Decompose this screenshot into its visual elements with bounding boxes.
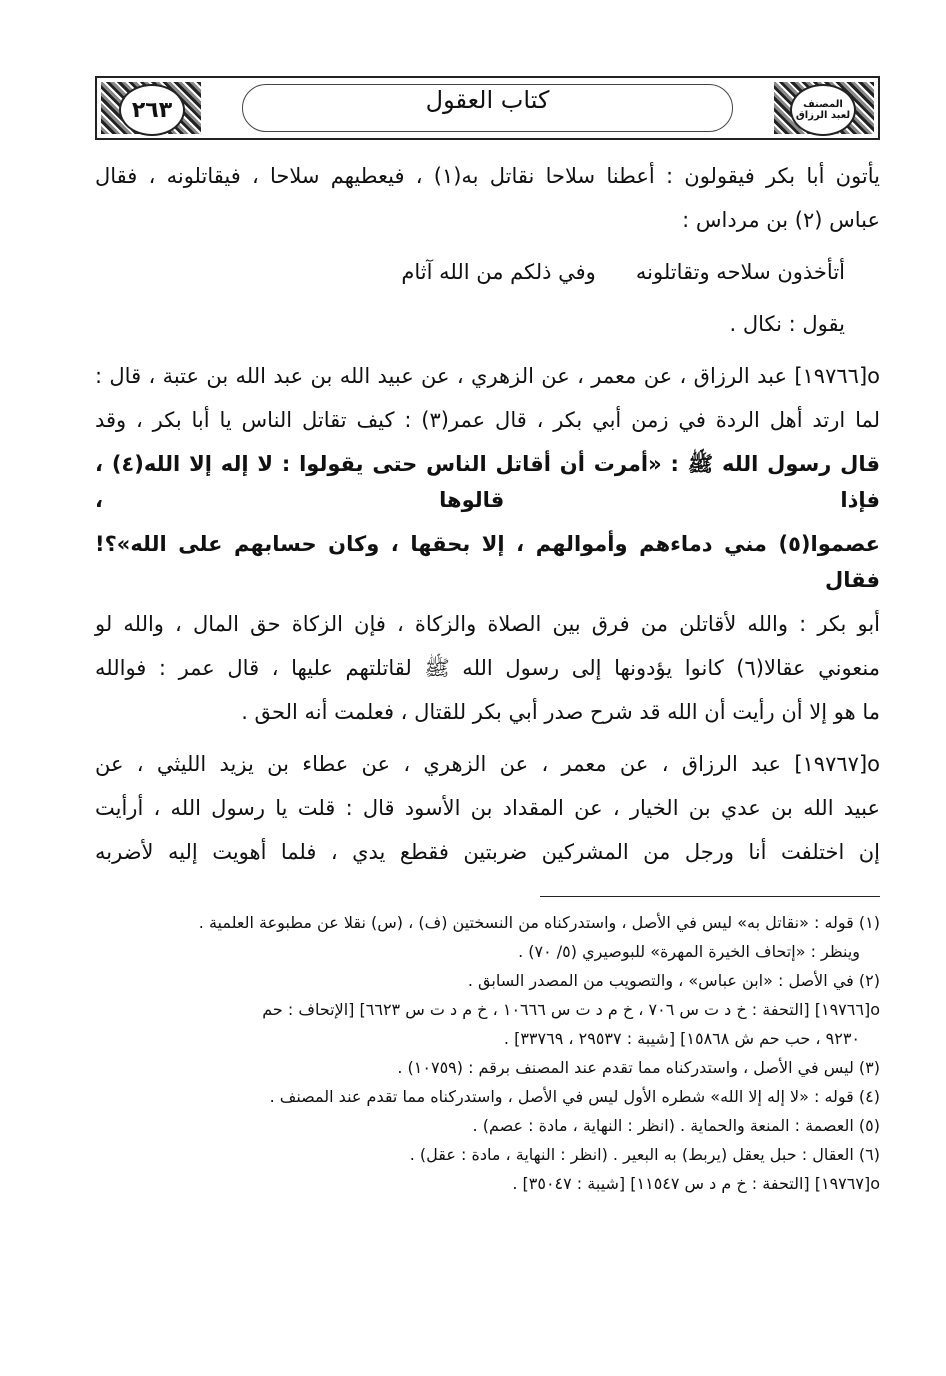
body-line: عباس (٢) بن مرداس :: [682, 208, 880, 232]
hadith-19766-line: o[١٩٧٦٦] عبد الرزاق ، عن معمر ، عن الزهري ، عن عبيد الله بن عبد الله بن عتبة ، قال :: [95, 364, 880, 388]
footnote: o[١٩٧٦٧] [التحفة : خ م د س ١١٥٤٧] [شيبة : ٣٥٠٤٧] .: [512, 1174, 880, 1193]
footnote: (١) قوله : «نقاتل به» ليس في الأصل ، واستدركناه من النسختين (ف) ، (س) نقلا عن مطبوعة العلمية .: [198, 913, 880, 932]
footnote: (٢) في الأصل : «ابن عباس» ، والتصويب من المصدر السابق .: [467, 971, 880, 990]
poem-verse: أتأخذون سلاحه وتقاتلونه وفي ذلكم من الله آثام: [401, 260, 845, 284]
body-line: منعوني عقالا(٦) كانوا يؤدونها إلى رسول الله ﷺ لقاتلتهم عليها ، قال عمر : فوالله: [95, 656, 881, 680]
footnote: وينظر : «إتحاف الخيرة المهرة» للبوصيري (٥/ ٧٠) .: [518, 942, 860, 961]
book-title: كتاب العقول: [425, 86, 550, 114]
body-line: لما ارتد أهل الردة في زمن أبي بكر ، قال عمر(٣) : كيف تقاتل الناس يا أبا بكر ، وقد: [95, 408, 881, 432]
body-line: يقول : نكال .: [729, 312, 845, 336]
body-line: ما هو إلا أن رأيت أن الله قد شرح صدر أبي بكر للقتال ، فعلمت أنه الحق .: [241, 700, 880, 724]
footnote: o[١٩٧٦٦] [التحفة : خ د ت س ٧٠٦ ، خ م د ت س ١٠٦٦٦ ، خ م د ت س ٦٦٢٣] [الإتحاف : حم: [262, 1000, 880, 1019]
body-line: قال رسول الله ﷺ : «أمرت أن أقاتل الناس حتى يقولوا : لا إله إلا الله(٤) ، فإذا قالوها ،: [95, 452, 881, 512]
footnote: (٣) ليس في الأصل ، واستدركناه مما تقدم عند المصنف برقم : (١٠٧٥٩) .: [397, 1058, 880, 1077]
footnote: (٥) العصمة : المنعة والحماية . (انظر : النهاية ، مادة : عصم) .: [472, 1116, 880, 1135]
footnote: ٩٢٣٠ ، حب حم ش ١٥٨٦٨] [شيبة : ٢٩٥٣٧ ، ٣٣٧٦٩] .: [503, 1029, 860, 1048]
main-text: [95, 158, 880, 870]
body-line: عصموا(٥) مني دماءهم وأموالهم ، إلا بحقها ، وكان حسابهم على الله»؟! فقال: [95, 532, 880, 592]
body-line: إن اختلفت أنا ورجل من المشركين ضربتين فقطع يدي ، فلما أهويت إليه لأضربه: [95, 840, 880, 864]
body-line: يأتون أبا بكر فيقولون : أعطنا سلاحا نقاتل به(١) ، فيعطيهم سلاحا ، فيقاتلونه ، فقال: [95, 164, 881, 188]
page-header: [95, 76, 880, 140]
body-line: أبو بكر : والله لأقاتلن من فرق بين الصلاة والزكاة ، فإن الزكاة حق المال ، والله لو: [95, 612, 880, 636]
footnote-separator: [540, 896, 880, 897]
body-line: عبيد الله بن عدي بن الخيار ، عن المقداد بن الأسود قال : قلت يا رسول الله ، أرأيت: [95, 796, 880, 820]
footnote: (٤) قوله : «لا إله إلا الله» شطره الأول ليس في الأصل ، واستدركناه مما تقدم عند المصنف .: [269, 1087, 880, 1106]
footnotes: [95, 911, 880, 1196]
book-emblem: المصنف لعبد الرزاق: [790, 84, 856, 136]
page-number: ٢٦٣: [119, 84, 185, 136]
footnote: (٦) العقال : حبل يعقل (يربط) به البعير . (انظر : النهاية ، مادة : عقل) .: [409, 1145, 880, 1164]
hadith-19767-line: o[١٩٧٦٧] عبد الرزاق ، عن معمر ، عن الزهري ، عن عطاء بن يزيد الليثي ، عن: [95, 752, 880, 776]
